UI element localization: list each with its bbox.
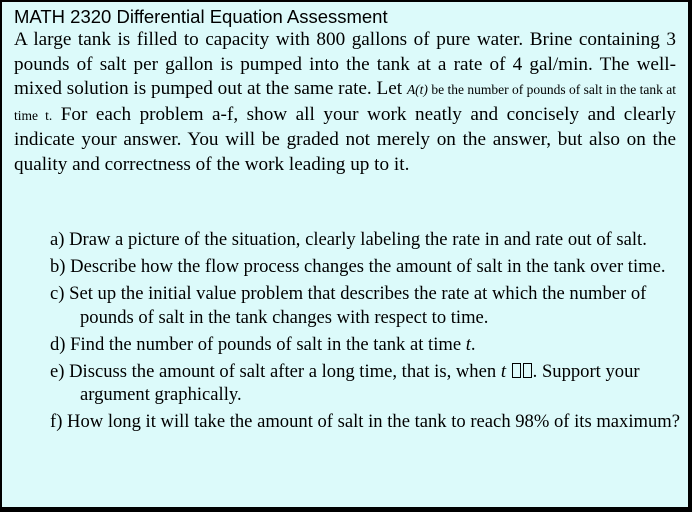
function-notation: A(t) bbox=[406, 82, 428, 98]
problem-label: a) bbox=[50, 229, 65, 250]
problem-text: Set up the initial value problem that describes the rate at which the number of pounds of salt in the tank changes with respect to time. bbox=[69, 283, 647, 328]
problem-text: Describe how the flow process changes the amount of salt in the tank over time. bbox=[70, 256, 666, 278]
problem-label: c) bbox=[50, 283, 65, 305]
intro-text: A large tank is filled to capacity with 800 gallons of pure water. Brine containing 3 pounds of salt per gallon is pumped into the tank at a rate of 4 gal/min. The well- mixed solution is pumped out at the same rate. Let bbox=[14, 29, 676, 100]
problem-f bbox=[50, 410, 684, 433]
problem-c bbox=[50, 282, 684, 328]
problem-b bbox=[50, 255, 684, 278]
problem-label: f) bbox=[50, 411, 63, 433]
problem-d bbox=[50, 333, 684, 356]
problem-label: b) bbox=[50, 256, 66, 278]
problem-text: How long it will take the amount of salt in the tank to reach 98% of its maximum? bbox=[67, 411, 680, 433]
assessment-sheet bbox=[2, 2, 688, 507]
time-variable: t bbox=[465, 333, 471, 355]
problem-label: e) bbox=[50, 361, 65, 383]
problem-text: Draw a picture of the situation, clearly labeling the rate in and rate out of salt. bbox=[69, 229, 647, 250]
time-variable: t bbox=[500, 361, 506, 383]
problem-list bbox=[14, 228, 684, 438]
missing-glyph-icon bbox=[512, 363, 521, 378]
intro-instructions: For each problem a-f, show all your work neatly and concisely and clearly indicate your answer. You will be graded not merely on the answer, but also on the quality and correctness of the work leading up to it. bbox=[14, 103, 676, 175]
problem-text: Discuss the amount of salt after a long time, that is, when bbox=[69, 361, 501, 383]
problem-a bbox=[50, 228, 684, 251]
page-title: MATH 2320 Differential Equation Assessment bbox=[14, 6, 388, 27]
problem-text-end: . Support your argument graphically. bbox=[80, 361, 640, 406]
missing-glyph-icon bbox=[523, 363, 532, 378]
intro-small-text: be the number of pounds of salt in the tank at time t. bbox=[14, 82, 676, 123]
problem-e bbox=[50, 360, 684, 406]
problem-text-end: . bbox=[470, 333, 476, 355]
intro-paragraph bbox=[14, 28, 676, 178]
problem-text: Find the number of pounds of salt in the tank at time bbox=[70, 333, 466, 355]
problem-label: d) bbox=[50, 333, 66, 355]
